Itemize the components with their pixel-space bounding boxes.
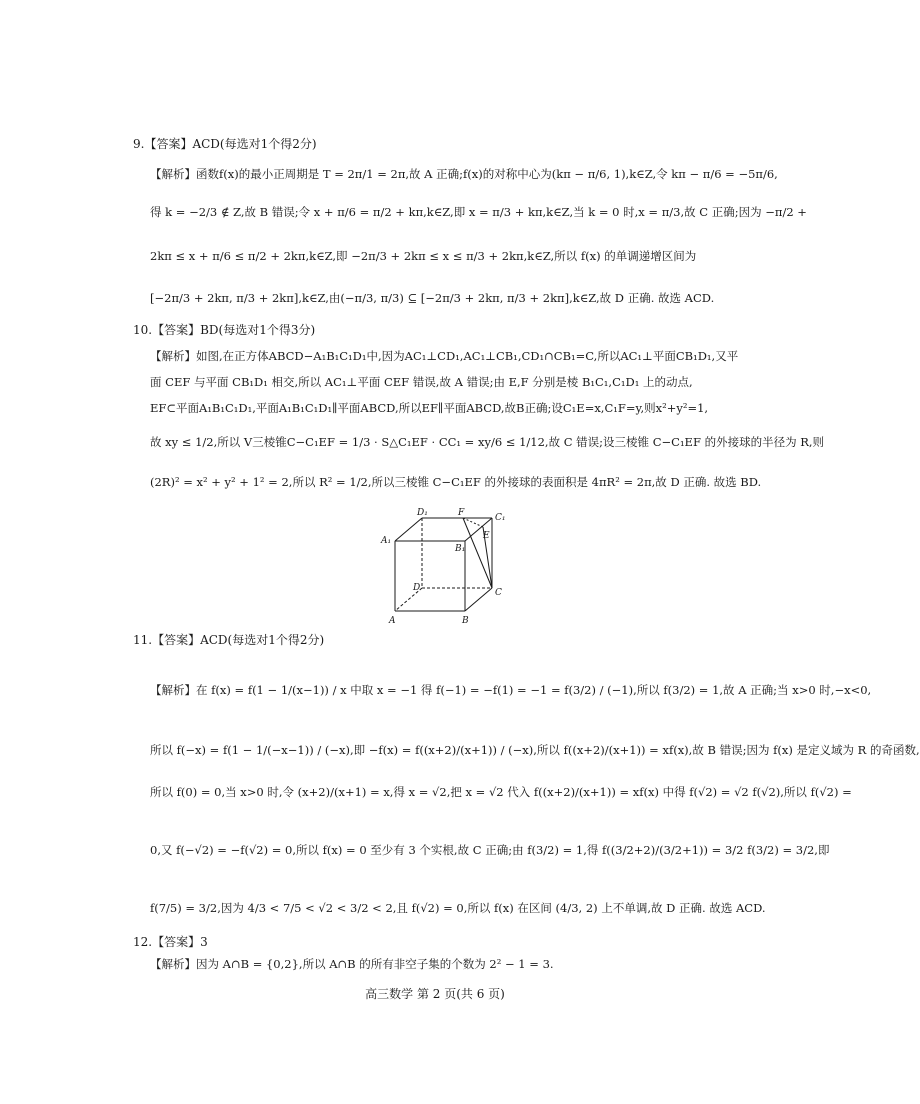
- q11-line-3: 所以 f(0) = 0,当 x>0 时,令 (x+2)/(x+1) = x,得 x = √2,把 x = √2 代入 f((x+2)/(x+1)) = xf(x) 中得 f(√2) = √2 f(√2),所以 f(√2) =: [150, 785, 852, 799]
- q11-line-1: 【解析】在 f(x) = f(1 − 1/(x−1)) / x 中取 x = −1 得 f(−1) = −f(1) = −1 = f(3/2) / (−1),所以 f(3/2) = 1,故 A 正确;当 x>0 时,−x<0,: [150, 683, 872, 697]
- q9-line-1: 【解析】函数f(x)的最小正周期是 T = 2π/1 = 2π,故 A 正确;f(x)的对称中心为(kπ − π/6, 1),k∈Z,令 kπ − π/6 = −5π/6,: [150, 167, 778, 181]
- label-e: E: [483, 531, 490, 541]
- q11-answer: 11.【答案】ACD(每选对1个得2分): [133, 633, 325, 647]
- q9-line-2: 得 k = −2/3 ∉ Z,故 B 错误;令 x + π/6 = π/2 + kπ,k∈Z,即 x = π/3 + kπ,k∈Z,当 k = 0 时,x = π/3,故 C 正确;因为 −π/2 +: [150, 205, 807, 219]
- q11-line-4: 0,又 f(−√2) = −f(√2) = 0,所以 f(x) = 0 至少有 3 个实根,故 C 正确;由 f(3/2) = 1,得 f((3/2+2)/(3/2+1)) = 3/2 f(3/2) = 3/2,即: [150, 843, 830, 857]
- edge-bc: [465, 588, 492, 611]
- q9-line-3: 2kπ ≤ x + π/6 ≤ π/2 + 2kπ,k∈Z,即 −2π/3 + 2kπ ≤ x ≤ π/3 + 2kπ,k∈Z,所以 f(x) 的单调递增区间为: [150, 249, 697, 263]
- q12-answer: 12.【答案】3: [133, 935, 208, 949]
- q9-line-4: [−2π/3 + 2kπ, π/3 + 2kπ],k∈Z,由(−π/3, π/3) ⊆ [−2π/3 + 2kπ, π/3 + 2kπ],k∈Z,故 D 正确. 故选 ACD.: [150, 291, 715, 305]
- q9-answer: 9.【答案】ACD(每选对1个得2分): [133, 137, 317, 151]
- label-b1: B₁: [455, 544, 466, 554]
- edge-a1d1: [395, 518, 422, 541]
- q10-line-5: (2R)² = x² + y² + 1² = 2,所以 R² = 1/2,所以三棱锥 C−C₁EF 的外接球的表面积是 4πR² = 2π,故 D 正确. 故选 BD.: [150, 475, 762, 489]
- q11-line-2: 所以 f(−x) = f(1 − 1/(−x−1)) / (−x),即 −f(x) = f((x+2)/(x+1)) / (−x),所以 f((x+2)/(x+1)) = xf(x),故 B 错误;因为 f(x) 是定义域为 R 的奇函数,: [150, 743, 920, 757]
- q11-line-5: f(7/5) = 3/2,因为 4/3 < 7/5 < √2 < 3/2 < 2,且 f(√2) = 0,所以 f(x) 在区间 (4/3, 2) 上不单调,故 D 正确. 故选 ACD.: [150, 901, 766, 915]
- label-f: F: [458, 508, 465, 518]
- label-d: D: [413, 583, 421, 593]
- cube-figure: [375, 505, 515, 627]
- label-b: B: [462, 616, 469, 626]
- edge-fc: [463, 518, 492, 588]
- q10-line-1: 【解析】如图,在正方体ABCD−A₁B₁C₁D₁中,因为AC₁⊥CD₁,AC₁⊥CB₁,CD₁∩CB₁=C,所以AC₁⊥平面CB₁D₁,又平: [150, 349, 739, 363]
- q10-line-2: 面 CEF 与平面 CB₁D₁ 相交,所以 AC₁⊥平面 CEF 错误,故 A 错误;由 E,F 分别是棱 B₁C₁,C₁D₁ 上的动点,: [150, 375, 693, 389]
- label-c1: C₁: [495, 513, 506, 523]
- q10-line-4: 故 xy ≤ 1/2,所以 V三棱锥C−C₁EF = 1/3 · S△C₁EF · CC₁ = xy/6 ≤ 1/12,故 C 错误;设三棱锥 C−C₁EF 的外接球的半径为 R,则: [150, 435, 825, 449]
- page-footer: 高三数学 第 2 页(共 6 页): [365, 987, 505, 1001]
- q10-answer: 10.【答案】BD(每选对1个得3分): [133, 323, 316, 337]
- q10-line-3: EF⊂平面A₁B₁C₁D₁,平面A₁B₁C₁D₁∥平面ABCD,所以EF∥平面ABCD,故B正确;设C₁E=x,C₁F=y,则x²+y²=1,: [150, 401, 709, 415]
- label-d1: D₁: [417, 508, 428, 518]
- q12-line: 【解析】因为 A∩B = {0,2},所以 A∩B 的所有非空子集的个数为 2² − 1 = 3.: [150, 957, 554, 971]
- label-a: A: [389, 616, 396, 626]
- label-c: C: [495, 588, 502, 598]
- label-a1: A₁: [381, 536, 392, 546]
